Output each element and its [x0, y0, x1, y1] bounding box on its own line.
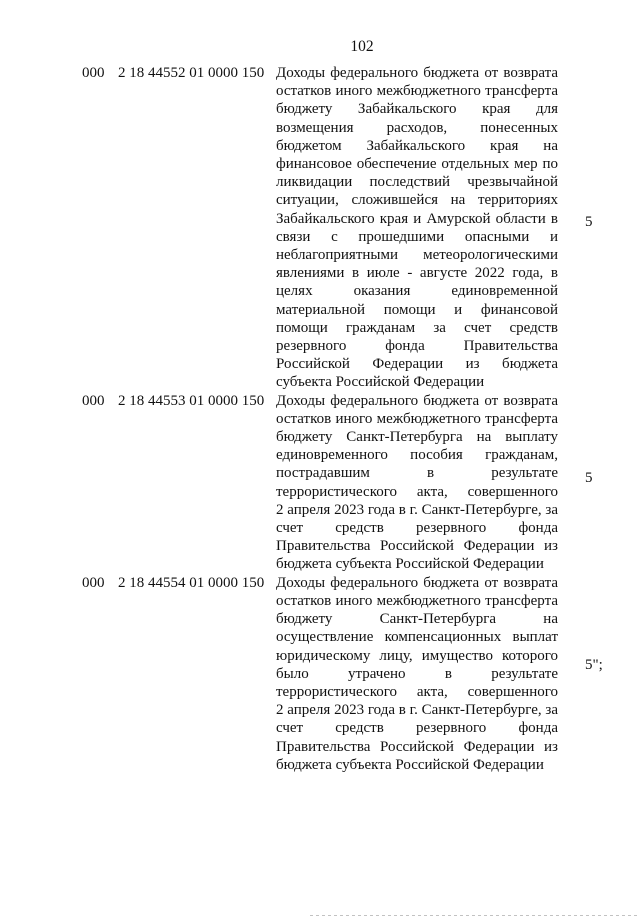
description-line: явлениями в июле - августе 2022 года, в — [276, 265, 558, 282]
description-line: субъекта Российской Федерации — [276, 374, 485, 391]
table-row — [0, 392, 640, 574]
description-line: остатков иного межбюджетного трансферта — [276, 410, 558, 427]
description-line: остатков иного межбюджетного трансферта — [276, 592, 558, 609]
description-line: ситуации, сложившейся на территориях — [276, 192, 558, 209]
revenue-classification-code: 2 18 44554 01 0000 150 — [118, 574, 265, 591]
description-line: Доходы федерального бюджета от возврата — [276, 574, 558, 591]
revenue-description — [276, 392, 558, 574]
description-line: единовременного пособия гражданам, — [276, 447, 558, 464]
description-line: Забайкальского края и Амурской области в — [276, 210, 558, 227]
description-line: было утрачено в результате — [276, 665, 558, 682]
description-line: Правительства Российской Федерации из — [276, 738, 558, 755]
description-line: бюджета субъекта Российской Федерации — [276, 556, 544, 573]
description-line: пострадавшим в результате — [276, 465, 558, 482]
description-line: юридическому лицу, имущество которого — [276, 647, 558, 664]
scan-edge-divider — [310, 915, 640, 916]
description-line: остатков иного межбюджетного трансферта — [276, 83, 558, 100]
description-line: бюджетом Забайкальского края на — [276, 137, 558, 154]
description-line: осуществление компенсационных выплат — [276, 629, 558, 646]
description-line: Доходы федерального бюджета от возврата — [276, 392, 558, 409]
description-line: неблагоприятными метеорологическими — [276, 247, 558, 264]
value-cell: 5 — [585, 214, 593, 230]
description-line: бюджету Санкт-Петербурга на — [276, 611, 558, 628]
revenue-code-table — [0, 64, 640, 774]
description-line: счет средств резервного фонда — [276, 720, 558, 737]
description-line: террористического акта, совершенного — [276, 683, 558, 700]
revenue-classification-code: 2 18 44553 01 0000 150 — [118, 392, 265, 409]
table-row — [0, 64, 640, 392]
description-line: возмещения расходов, понесенных — [276, 119, 558, 136]
description-line: связи с прошедшими опасными и — [276, 228, 558, 245]
description-line: материальной помощи и финансовой — [276, 301, 558, 318]
description-line: бюджету Забайкальского края для — [276, 101, 558, 118]
description-line: счет средств резервного фонда — [276, 520, 558, 537]
description-line: Доходы федерального бюджета от возврата — [276, 65, 558, 81]
description-line: ликвидации последствий чрезвычайной — [276, 174, 558, 191]
administrator-code: 000 — [82, 392, 105, 409]
description-line: бюджету Санкт-Петербурга на выплату — [276, 429, 558, 446]
administrator-code: 000 — [82, 574, 105, 591]
value-cell: 5 — [585, 469, 593, 486]
description-line: террористического акта, совершенного — [276, 483, 558, 500]
table-row — [0, 574, 640, 774]
description-line: финансовое обеспечение отдельных мер по — [276, 156, 558, 173]
description-line: 2 апреля 2023 года в г. Санкт-Петербурге, за — [276, 702, 558, 719]
description-line: Российской Федерации из бюджета — [276, 356, 558, 373]
description-line: целях оказания единовременной — [276, 283, 558, 300]
administrator-code: 000 — [82, 65, 105, 81]
description-line: помощи гражданам за счет средств — [276, 319, 558, 336]
revenue-description — [276, 574, 558, 774]
description-line: Правительства Российской Федерации из — [276, 538, 558, 555]
description-line: резервного фонда Правительства — [276, 338, 558, 355]
description-line: 2 апреля 2023 года в г. Санкт-Петербурге, за — [276, 501, 558, 518]
description-line: бюджета субъекта Российской Федерации — [276, 756, 544, 773]
value-cell: 5"; — [585, 656, 603, 673]
revenue-description — [276, 64, 558, 392]
page-number: 102 — [350, 38, 374, 55]
revenue-classification-code: 2 18 44552 01 0000 150 — [118, 65, 265, 81]
